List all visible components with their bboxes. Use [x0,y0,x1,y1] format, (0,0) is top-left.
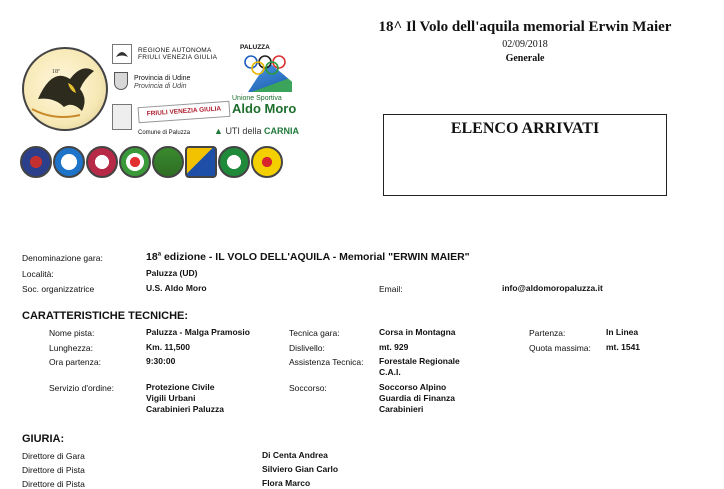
rescue-badge-icon [218,146,250,178]
eagle-icon [24,49,106,129]
servizio-label: Servizio d'ordine: [49,383,114,393]
us-aldo-moro-logo [232,95,304,115]
localita-value: Paluzza (UD) [146,268,198,278]
partenza-label: Partenza: [529,328,566,338]
ora-label: Ora partenza: [49,357,101,367]
soc-value: U.S. Aldo Moro [146,283,207,293]
usam-line1: Unione Sportiva [232,95,282,102]
shield-icon [114,72,128,90]
tecnica-label: Tecnica gara: [289,328,340,338]
civil-protection-badge-icon [185,146,217,178]
dislivello-value: mt. 929 [379,342,409,352]
assistenza-label: Assistenza Tecnica: [289,357,364,367]
red-cross-badge-icon [119,146,151,178]
email-label: Email: [379,284,403,294]
lunghezza-value: Km. 11,500 [146,342,190,352]
comune-crest-icon [112,104,132,130]
province-name-alt: Provincia di Udin [134,83,187,90]
giuria-row-label: Direttore di Pista [22,465,85,475]
association-badge-icon [53,146,85,178]
localita-label: Località: [22,269,54,279]
eagle-crest-icon [112,44,132,64]
province-udine-logo [114,72,234,98]
paluzza-olympic-logo [238,44,292,94]
giuria-row-value: Flora Marco [262,478,311,488]
uti-carnia-logo [214,126,299,136]
results-title: ELENCO ARRIVATI [450,120,600,137]
svg-text:18ª: 18ª [52,69,60,75]
region-name: REGIONE AUTONOMA FRIULI VENEZIA GIULIA [138,47,218,61]
nome-pista-label: Nome pista: [49,328,95,338]
quota-value: mt. 1541 [606,342,641,352]
triangle-icon: ▲ [214,126,223,136]
servizio-value-1: Protezione Civile [146,382,215,392]
province-name: Provincia di Udine [134,75,191,82]
event-name: 18$^a$ edizione - IL VOLO DELL'AQUILA - Memorial "ERWIN MAIER" [146,251,470,263]
servizio-value-2: Vigili Urbani [146,393,196,403]
forestry-badge-icon [152,146,184,178]
soccorso-value-1: Soccorso Alpino [379,382,447,392]
document-date: 02/09/2018 [502,39,548,50]
alpine-badge-icon [86,146,118,178]
olympic-rings-icon [242,53,288,79]
soccorso-label: Soccorso: [289,383,327,393]
results-title-box [383,114,667,196]
denominazione-label: Denominazione gara: [22,253,103,263]
nome-pista-value: Paluzza - Malga Pramosio [146,327,250,337]
comune-name: Comune di Paluzza [138,130,191,136]
ora-value: 9:30:00 [146,356,176,366]
tecnica-value: Corsa in Montagna [379,327,456,337]
region-fvg-logo [112,44,234,66]
corps-badge-icon [20,146,52,178]
assistenza-value-2: C.A.I. [379,367,401,377]
uti-carnia: CARNIA [263,126,299,136]
email-value[interactable]: info@aldomoropaluzza.it [502,283,603,293]
giuria-heading: GIURIA: [22,433,65,445]
servizio-value-3: Carabinieri Paluzza [146,404,224,414]
fvg-brand-tag: FRIULI VENEZIA GIULIA [138,101,231,123]
partenza-value: In Linea [606,327,639,337]
giuria-row-label: Direttore di Pista [22,479,85,489]
giuria-row-value: Silviero Gian Carlo [262,464,339,474]
lunghezza-label: Lunghezza: [49,343,93,353]
giuria-row-value: Di Centa Andrea [262,450,328,460]
uti-prefix: UTI della [225,126,262,136]
assistenza-value-1: Forestale Regionale [379,356,460,366]
document-title: 18^ Il Volo dell'aquila memorial Erwin Maier [378,19,672,35]
dislivello-label: Dislivello: [289,343,325,353]
paluzza-label: PALUZZA [240,44,270,51]
document-category: Generale [505,53,545,64]
usam-line2: Aldo Moro [232,101,297,116]
quota-label: Quota massima: [529,343,591,353]
soccorso-value-3: Carabinieri [379,404,424,414]
sponsor-badges-row [20,146,296,182]
soccorso-value-2: Guardia di Finanza [379,393,456,403]
giuria-row-label: Direttore di Gara [22,451,85,461]
tech-heading: CARATTERISTICHE TECNICHE: [22,310,189,322]
eagle-race-logo [22,47,108,131]
alpine-rescue-badge-icon [251,146,283,178]
soc-label: Soc. organizzatrice [22,284,95,294]
